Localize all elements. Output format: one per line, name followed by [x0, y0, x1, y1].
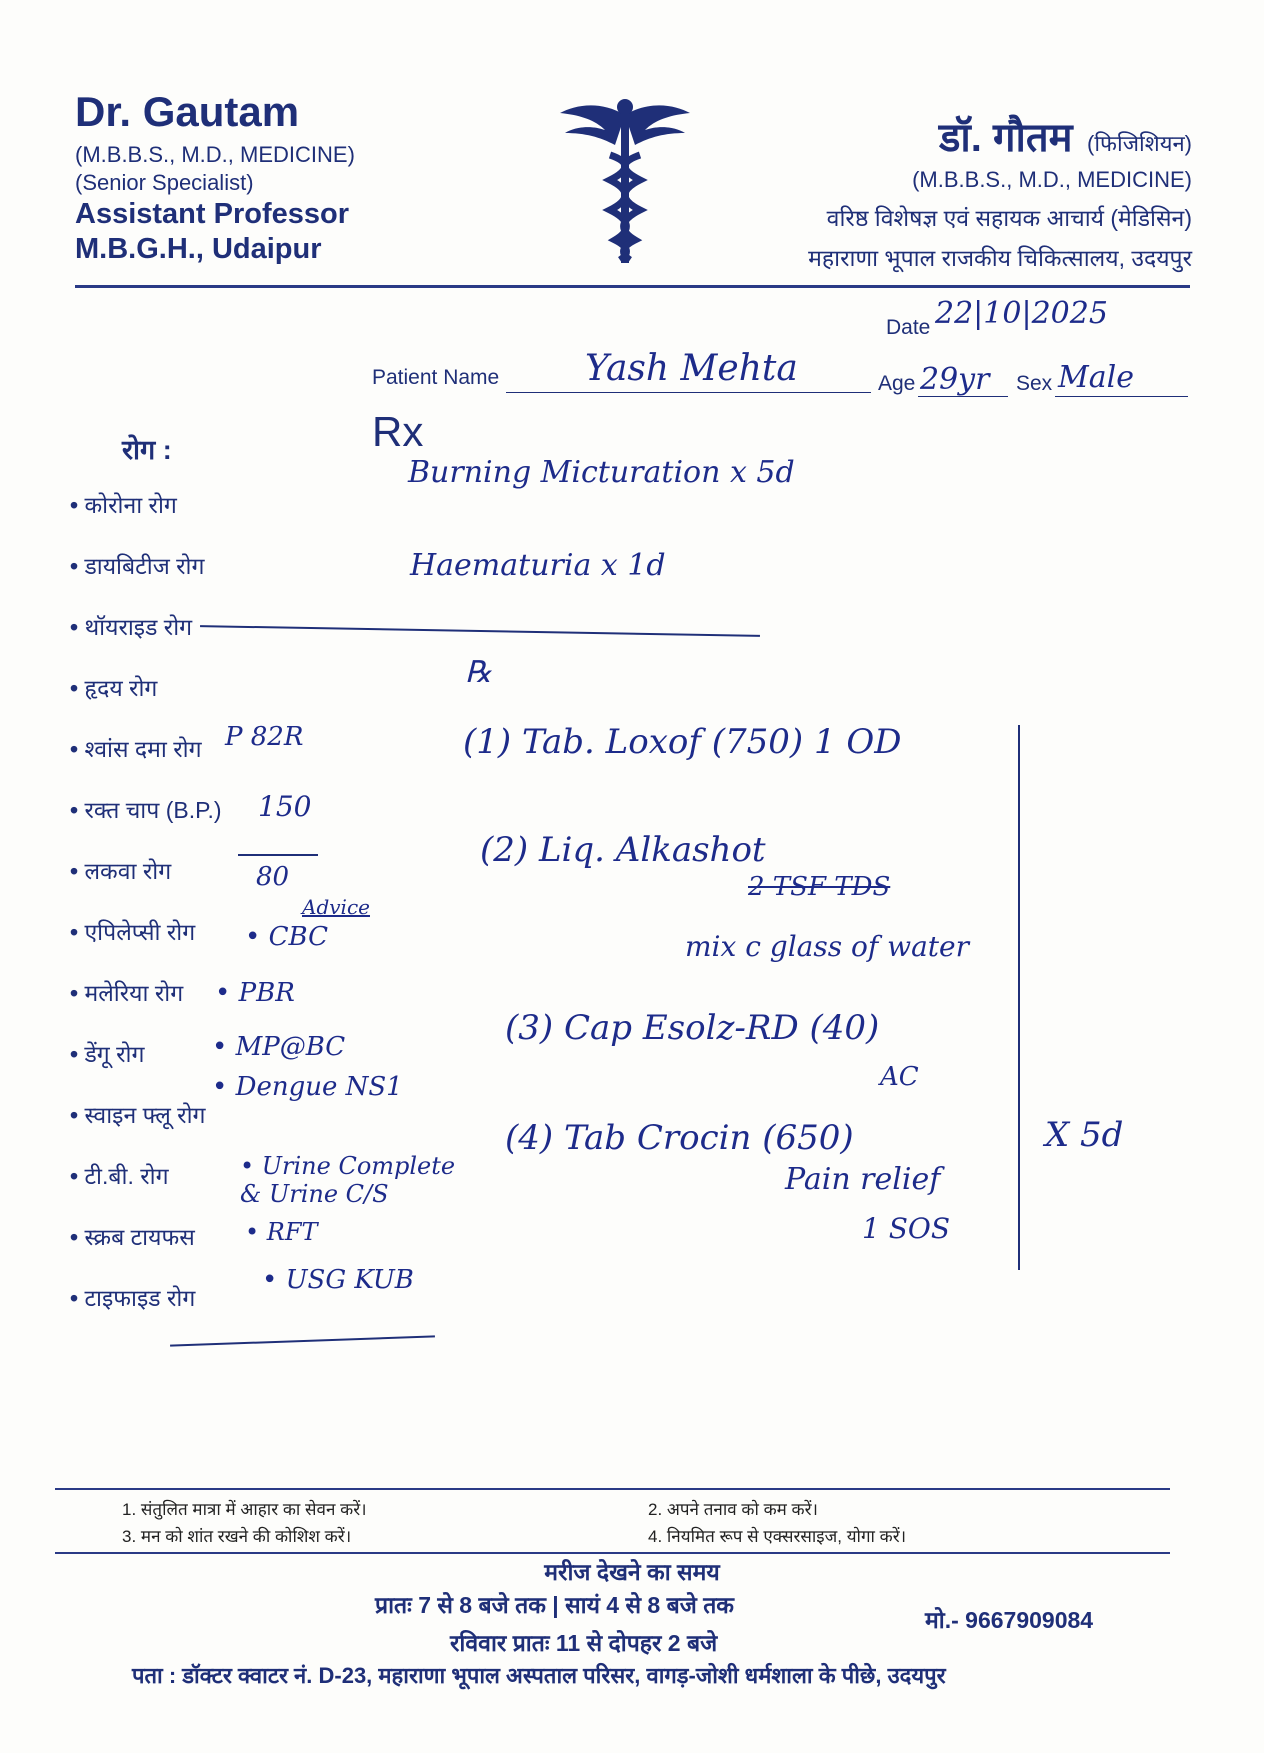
- designation-hi: वरिष्ठ विशेषज्ञ एवं सहायक आचार्य (मेडिसिन): [826, 205, 1192, 231]
- physician-hi: (फिजिशियन): [1087, 131, 1192, 156]
- designation-en: Assistant Professor: [75, 198, 349, 230]
- mobile-number: मो.- 9667909084: [925, 1607, 1094, 1633]
- header-right: [808, 108, 1192, 273]
- disease-item: • स्वाइन फ्लू रोग: [70, 1098, 222, 1159]
- timing-sunday: रविवार प्रातः 11 से दोपहर 2 बजे: [450, 1630, 718, 1656]
- disease-item: • कोरोना रोग: [70, 488, 222, 549]
- disease-item: • डायबिटीज रोग: [70, 549, 222, 610]
- medicine-3: (3) Cap Esolz-RD (40): [505, 1008, 880, 1048]
- complaint-2: Haematuria x 1d: [410, 548, 666, 583]
- caduceus-icon: [560, 95, 690, 270]
- bracket-line: [1018, 725, 1020, 1270]
- hospital-en: M.B.G.H., Udaipur: [75, 233, 322, 265]
- complaint-1: Burning Micturation x 5d: [408, 455, 795, 490]
- disease-item: • हृदय रोग: [70, 671, 222, 732]
- header-divider: [75, 285, 1190, 288]
- rx-symbol: ℞: [465, 655, 492, 690]
- disease-item: • टी.बी. रोग: [70, 1159, 222, 1220]
- timing-title: मरीज देखने का समय: [544, 1559, 720, 1585]
- disease-item: • स्क्रब टायफस: [70, 1220, 222, 1281]
- bp-diastolic: 80: [256, 862, 290, 892]
- bp-fraction-line: [238, 854, 318, 856]
- patient-name-line: [506, 392, 871, 393]
- medicine-2-note: mix c glass of water: [685, 930, 969, 963]
- sex-line: [1055, 396, 1188, 397]
- duration: X 5d: [1045, 1115, 1124, 1155]
- investigation-1: • CBC: [245, 922, 328, 952]
- patient-name-label: Patient Name: [372, 366, 500, 389]
- disease-heading: रोग :: [122, 435, 172, 465]
- bp-systolic: 150: [258, 790, 312, 823]
- medicine-3-note: AC: [880, 1062, 919, 1092]
- medicine-4-sos: 1 SOS: [862, 1212, 951, 1245]
- tip-3: 3. मन को शांत रखने की कोशिश करें।: [122, 1527, 352, 1546]
- strike-line: [200, 625, 760, 637]
- investigation-5: • Urine Complete & Urine C/S: [240, 1152, 456, 1208]
- medicine-2-dose-struck: 2 TSF TDS: [748, 872, 891, 902]
- timing-weekday: प्रातः 7 से 8 बजे तक | सायं 4 से 8 बजे तक: [375, 1592, 734, 1618]
- disease-list: [70, 488, 222, 1342]
- degree-en: (M.B.B.S., M.D., MEDICINE): [75, 142, 355, 167]
- disease-item: • डेंगू रोग: [70, 1037, 222, 1098]
- date-value: 22|10|2025: [935, 296, 1108, 331]
- tip-1: 1. संतुलित मात्रा में आहार का सेवन करें।: [122, 1500, 367, 1519]
- sex-value: Male: [1058, 360, 1134, 395]
- disease-item: • थॉयराइड रोग: [70, 610, 222, 671]
- investigation-7: • USG KUB: [262, 1265, 414, 1295]
- degree-hi: (M.B.B.S., M.D., MEDICINE): [912, 167, 1192, 192]
- advice-label: Advice: [302, 895, 370, 919]
- header-left: [75, 88, 355, 268]
- tips-top-rule: [55, 1488, 1170, 1490]
- address: पता : डॉक्टर क्वाटर नं. D-23, महाराणा भूपाल अस्पताल परिसर, वागड़-जोशी धर्मशाला के पीछे, उदयपुर: [132, 1663, 946, 1688]
- rx-label: Rx: [372, 408, 424, 455]
- disease-item: • मलेरिया रोग: [70, 976, 222, 1037]
- sex-label: Sex: [1016, 372, 1053, 395]
- disease-item: • रक्त चाप (B.P.): [70, 793, 222, 854]
- pulse-rate: P 82R: [225, 722, 304, 752]
- hospital-hi: महाराणा भूपाल राजकीय चिकित्सालय, उदयपुर: [808, 245, 1192, 271]
- doctor-name-en: Dr. Gautam: [75, 88, 300, 135]
- investigation-3: • MP@BC: [212, 1032, 346, 1062]
- disease-item: • एपिलेप्सी रोग: [70, 915, 222, 976]
- investigation-4: • Dengue NS1: [212, 1072, 403, 1102]
- tip-4: 4. नियमित रूप से एक्सरसाइज, योगा करें।: [648, 1527, 907, 1546]
- tip-2: 2. अपने तनाव को कम करें।: [648, 1500, 818, 1519]
- date-label: Date: [886, 316, 931, 339]
- age-label: Age: [878, 372, 916, 395]
- disease-item: • टाइफाइड रोग: [70, 1281, 222, 1342]
- age-value: 29yr: [920, 362, 990, 397]
- doctor-name-hi: डॉ. गौतम: [938, 116, 1073, 160]
- patient-name-value: Yash Mehta: [585, 348, 798, 389]
- disease-item: • लकवा रोग: [70, 854, 222, 915]
- medicine-2: (2) Liq. Alkashot: [480, 830, 766, 870]
- medicine-4: (4) Tab Crocin (650): [505, 1118, 854, 1158]
- investigation-2: • PBR: [215, 978, 295, 1008]
- investigation-6: • RFT: [245, 1218, 318, 1246]
- senior-specialist-en: (Senior Specialist): [75, 170, 254, 195]
- medicine-1: (1) Tab. Loxof (750) 1 OD: [463, 722, 902, 762]
- tips-bottom-rule: [55, 1552, 1170, 1554]
- medicine-4-note: Pain relief: [785, 1162, 941, 1197]
- disease-item: • श्वांस दमा रोग: [70, 732, 222, 793]
